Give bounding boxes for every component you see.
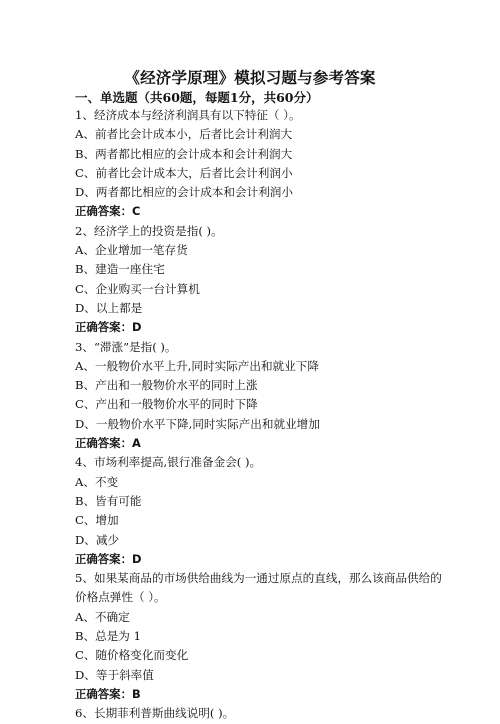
question-text: 3、“滞涨”是指( )。 (75, 339, 177, 354)
answer-option: C、企业购买一台计算机 (75, 281, 200, 296)
answer-option: B、建造一座住宅 (75, 262, 165, 277)
answer-option: D、等于斜率值 (75, 667, 154, 682)
answer-option: B、总是为 1 (75, 629, 141, 644)
answer-option: B、两者都比相应的会计成本和会计利润大 (75, 146, 293, 161)
answer-option: B、皆有可能 (75, 493, 142, 508)
question-text: 1、经济成本与经济利润具有以下特征（ ）。 (75, 108, 301, 122)
section-heading: 一、单选题（共60题，每题1分，共60分） (75, 90, 319, 105)
answer-option: C、增加 (75, 513, 119, 528)
question-text: 价格点弹性（ ）。 (75, 590, 166, 605)
answer-option: C、产出和一般物价水平的同时下降 (75, 397, 258, 412)
answer-option: D、以上都是 (75, 300, 143, 315)
answer-option: C、随价格变化而变化 (75, 648, 189, 663)
answer-option: B、产出和一般物价水平的同时上涨 (75, 378, 258, 393)
question-text: 5、如果某商品的市场供给曲线为一通过原点的直线，那么该商品供给的 (75, 571, 442, 586)
answer-option: A、一般物价水平上升,同时实际产出和就业下降 (75, 358, 319, 373)
correct-answer: 正确答案：A (75, 436, 141, 451)
correct-answer: 正确答案：C (75, 204, 141, 219)
correct-answer: 正确答案：B (75, 686, 141, 701)
correct-answer: 正确答案：D (75, 551, 142, 566)
correct-answer: 正确答案：D (75, 320, 142, 335)
answer-option: D、两者都比相应的会计成本和会计利润小 (75, 185, 293, 200)
answer-option: A、企业增加一笔存货 (75, 243, 188, 258)
answer-option: A、不确定 (75, 609, 130, 624)
answer-option: A、不变 (75, 474, 119, 489)
question-text: 2、经济学上的投资是指( )。 (75, 223, 223, 238)
question-list (75, 106, 465, 724)
answer-option: A、前者比会计成本小，后者比会计利润大 (75, 127, 293, 142)
answer-option: D、减少 (75, 532, 120, 547)
question-text: 6、长期菲利普斯曲线说明( )。 (75, 706, 235, 721)
answer-option: C、前者比会计成本大，后者比会计利润小 (75, 165, 293, 180)
answer-option: D、一般物价水平下降,同时实际产出和就业增加 (75, 416, 320, 431)
question-text: 4、市场利率提高,银行准备金会( )。 (75, 455, 262, 470)
document-title: 《经济学原理》模拟习题与参考答案 (124, 68, 376, 87)
